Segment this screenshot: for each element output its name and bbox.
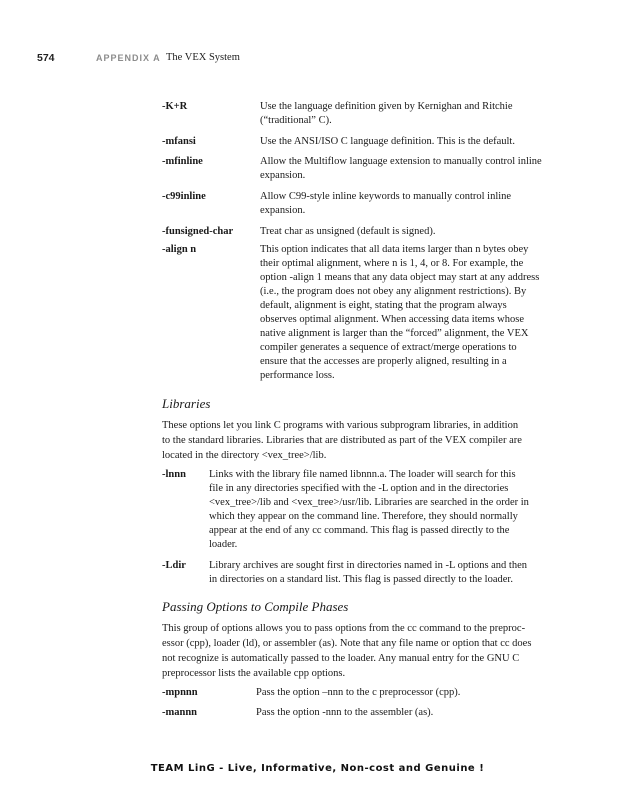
section-label: APPENDIX A — [96, 53, 161, 63]
option-description: Treat char as unsigned (default is signed). — [260, 226, 436, 237]
option-flag: -align n — [162, 244, 197, 255]
option-description: Links with the library file named libnnn.a. The loader will search for this file in any directories specified with the -L option and in the directories <vex_tree>/lib and <vex_tree>/usr/lib. Libraries are searched in the order in which they appear on the command line. Therefore, they should normally appear at the end of any cc command. This flag is passed directly to the loader. — [209, 469, 529, 550]
option-flag: -mfansi — [162, 136, 196, 147]
option-flag: -lnnn — [162, 469, 186, 480]
option-flag: -mfinline — [162, 156, 203, 167]
running-title: The VEX System — [166, 52, 240, 63]
footer-watermark: TEAM LinG - Live, Informative, Non-cost and Genuine ! — [150, 763, 485, 774]
option-flag: -mannn — [162, 707, 198, 718]
option-flag: -Ldir — [162, 560, 186, 571]
option-description: Allow the Multiflow language extension to manually control inline expansion. — [260, 156, 542, 181]
option-description: Pass the option –nnn to the c preprocessor (cpp). — [256, 687, 461, 698]
option-description: Library archives are sought first in directories named in -L options and then in directories on a standard list. This flag is passed directly to the loader. — [209, 560, 528, 585]
option-description: Pass the option -nnn to the assembler (as). — [256, 707, 434, 718]
section-heading-libraries: Libraries — [162, 396, 211, 411]
page-number: 574 — [37, 52, 55, 64]
option-description: This option indicates that all data items larger than n bytes obey their optimal alignment, where n is 1, 4, or 8. For example, the option -align 1 means that any data object may start at any address (i.e., the program does not obey any alignment restrictions). By default, alignment is eight, stating that the program always observes optimal alignment. When accessing data items whose native alignment is larger than the “forced” alignment, the VEX compiler generates a sequence of extract/merge operations to ensure that the accesses are properly aligned, resulting in a performance loss. — [260, 244, 540, 381]
passing-intro: This group of options allows you to pass options from the cc command to the preproc- essor (cpp), loader (ld), or assembler (as). Note that any file name or option that cc does not recognize is automatically passed to the loader. Any manual entry for the GNU C preprocessor lists the available cpp options. — [162, 623, 532, 679]
option-flag: -funsigned-char — [162, 226, 234, 237]
option-description: Use the ANSI/ISO C language definition. This is the default. — [260, 136, 515, 147]
section-heading-passing-options: Passing Options to Compile Phases — [162, 599, 349, 614]
option-flag: -K+R — [162, 101, 188, 112]
option-description: Allow C99-style inline keywords to manually control inline expansion. — [260, 191, 512, 216]
option-flag: -mpnnn — [162, 687, 198, 698]
option-flag: -c99inline — [162, 191, 206, 202]
option-description: Use the language definition given by Kernighan and Ritchie (“traditional” C). — [260, 101, 513, 126]
libraries-intro: These options let you link C programs with various subprogram libraries, in addition to the standard libraries. Libraries that are distributed as part of the VEX compiler are located in the directory <vex_tree>/lib. — [162, 420, 522, 461]
